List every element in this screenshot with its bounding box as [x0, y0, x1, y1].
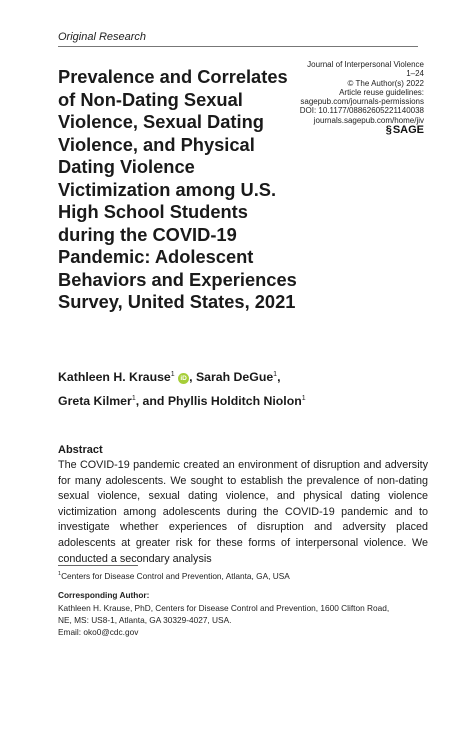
- publisher-logo: [386, 124, 424, 136]
- author-list: [58, 364, 378, 412]
- corresponding-address-line: NE, MS: US8-1, Atlanta, GA 30329-4027, USA.: [58, 615, 232, 625]
- corresponding-address-line: Kathleen H. Krause, PhD, Centers for Disease Control and Prevention, 1600 Clifton Road,: [58, 603, 390, 613]
- affiliation-mark: 1: [131, 395, 136, 403]
- affiliation-mark: 1: [170, 371, 175, 378]
- orcid-icon[interactable]: iD: [178, 373, 189, 384]
- journal-name: Journal of Interpersonal Violence: [307, 60, 424, 69]
- corresponding-author-heading: Corresponding Author:: [58, 590, 150, 600]
- reuse-guidelines: Article reuse guidelines:: [339, 87, 424, 97]
- affiliation-mark: 1: [58, 571, 62, 578]
- header-divider: [58, 46, 418, 47]
- doi[interactable]: DOI: 10.1177/08862605221140038: [299, 106, 424, 116]
- sage-s-logo-icon: §: [385, 124, 392, 136]
- affiliation-footnote: [58, 571, 290, 581]
- author-name[interactable]: Sarah DeGue: [195, 370, 274, 385]
- journal-home-link[interactable]: journals.sagepub.com/home/jiv: [313, 115, 424, 125]
- author-name[interactable]: Greta Kilmer: [58, 394, 132, 409]
- author-name[interactable]: Phyllis Holditch Niolon: [167, 394, 302, 409]
- copyright: © The Author(s) 2022: [347, 78, 424, 88]
- affiliation-mark: 1: [301, 395, 306, 403]
- corresponding-email[interactable]: Email: oko0@cdc.gov: [58, 627, 139, 637]
- section-label: Original Research: [58, 31, 147, 43]
- affiliation-mark: 1: [273, 371, 278, 378]
- publisher-name: SAGE: [392, 124, 424, 136]
- corresponding-author-details: [58, 602, 438, 638]
- affiliation-text: Centers for Disease Control and Prevention, Atlanta, GA, USA: [61, 571, 290, 581]
- abstract-heading: Abstract: [58, 444, 103, 456]
- author-separator: , and: [135, 394, 165, 409]
- author-separator: ,: [189, 370, 193, 385]
- article-title: Prevalence and Correlates of Non-Dating Sexual Violence, Sexual Dating Violence, and Physical Dating Violence Victimization among U.S. High School Students during the COVID-19 Pandemic: Adolescent Behaviors and Experiences Survey, United States, 2021: [58, 66, 297, 312]
- author-name[interactable]: Kathleen H. Krause: [58, 370, 171, 385]
- author-separator: ,: [277, 370, 281, 385]
- page-range: 1–24: [406, 69, 424, 79]
- footnote-divider: [58, 565, 138, 566]
- abstract-text: The COVID-19 pandemic created an environment of disruption and adversity for many adolescents. We sought to establish the prevalence of non-dating sexual violence, sexual dating violence, and physical dating violence victimization among adolescents during the COVID-19 pandemic and to investigate whether experiences of disruption and adversity placed adolescents at greater risk for these forms of interpersonal violence. We conducted a secondary analysis: [58, 459, 428, 565]
- permissions-link[interactable]: sagepub.com/journals-permissions: [300, 97, 424, 107]
